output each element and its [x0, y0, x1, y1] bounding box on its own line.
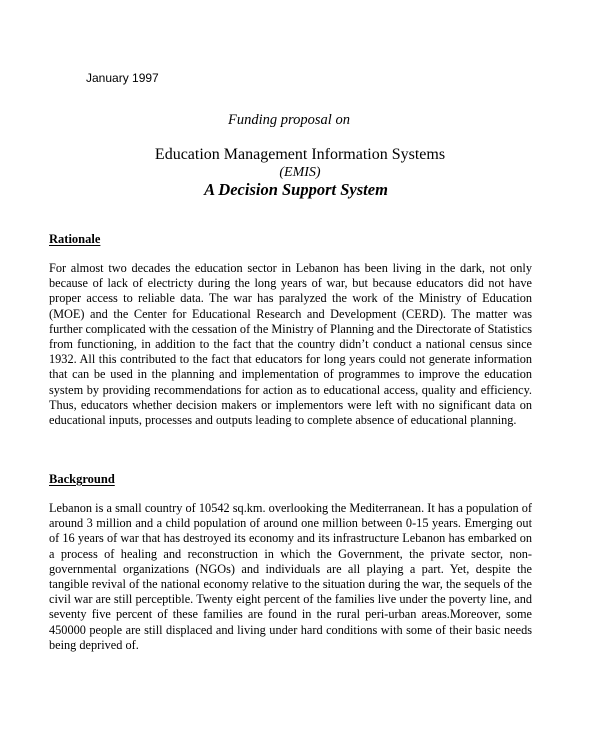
- proposal-line: Funding proposal on: [228, 112, 350, 128]
- document-title: Education Management Information Systems: [154, 146, 446, 163]
- background-heading: Background: [49, 472, 115, 486]
- background-paragraph: Lebanon is a small country of 10542 sq.km. overlooking the Mediterranean. It has a population of around 3 million and a child population of around one million between 0-15 years. Emerging out of 16 years of war that has destroyed its economy and its infrastructure Lebanon has embarked on a process of healing and reconstruction in which the Government, the private sector, non-governmental organizations (NGOs) and individuals are all playing a part. Yet, despite the tangible revival of the national economy relative to the situation during the war, the sequels of the civil war are still perceptible. Twenty eight percent of the families live under the poverty line, and seventy five percent of these families are found in the rural peri-urban areas.Moreover, some 450000 people are still displaced and living under hard conditions with some of their basic needs being deprived of.: [49, 501, 532, 652]
- rationale-paragraph: For almost two decades the education sector in Lebanon has been living in the dark, not only because of lack of electricty during the long years of war, but because educators did not have proper access to reliable data. The war has paralyzed the work of the Ministry of Education (MOE) and the Center for Educational Research and Development (CERD). The matter was further complicated with the cessation of the Ministry of Planning and the Directorate of Statistics from functioning, in addition to the fact that the country didn’t conduct a national census since 1932. All this contributed to the fact that educators for long years could not generate information that can be used in the planning and implementation of programmes to improve the education system by providing recommendations for action as to educational access, quality and efficiency. Thus, educators whether decision makers or implementors were left with no significant data on educational inputs, processes and outputs leading to complete absence of educational planning.: [49, 261, 532, 428]
- rationale-heading: Rationale: [49, 232, 101, 246]
- document-subtitle: A Decision Support System: [204, 180, 388, 199]
- document-abbreviation: (EMIS): [279, 165, 321, 180]
- document-date: January 1997: [86, 71, 159, 85]
